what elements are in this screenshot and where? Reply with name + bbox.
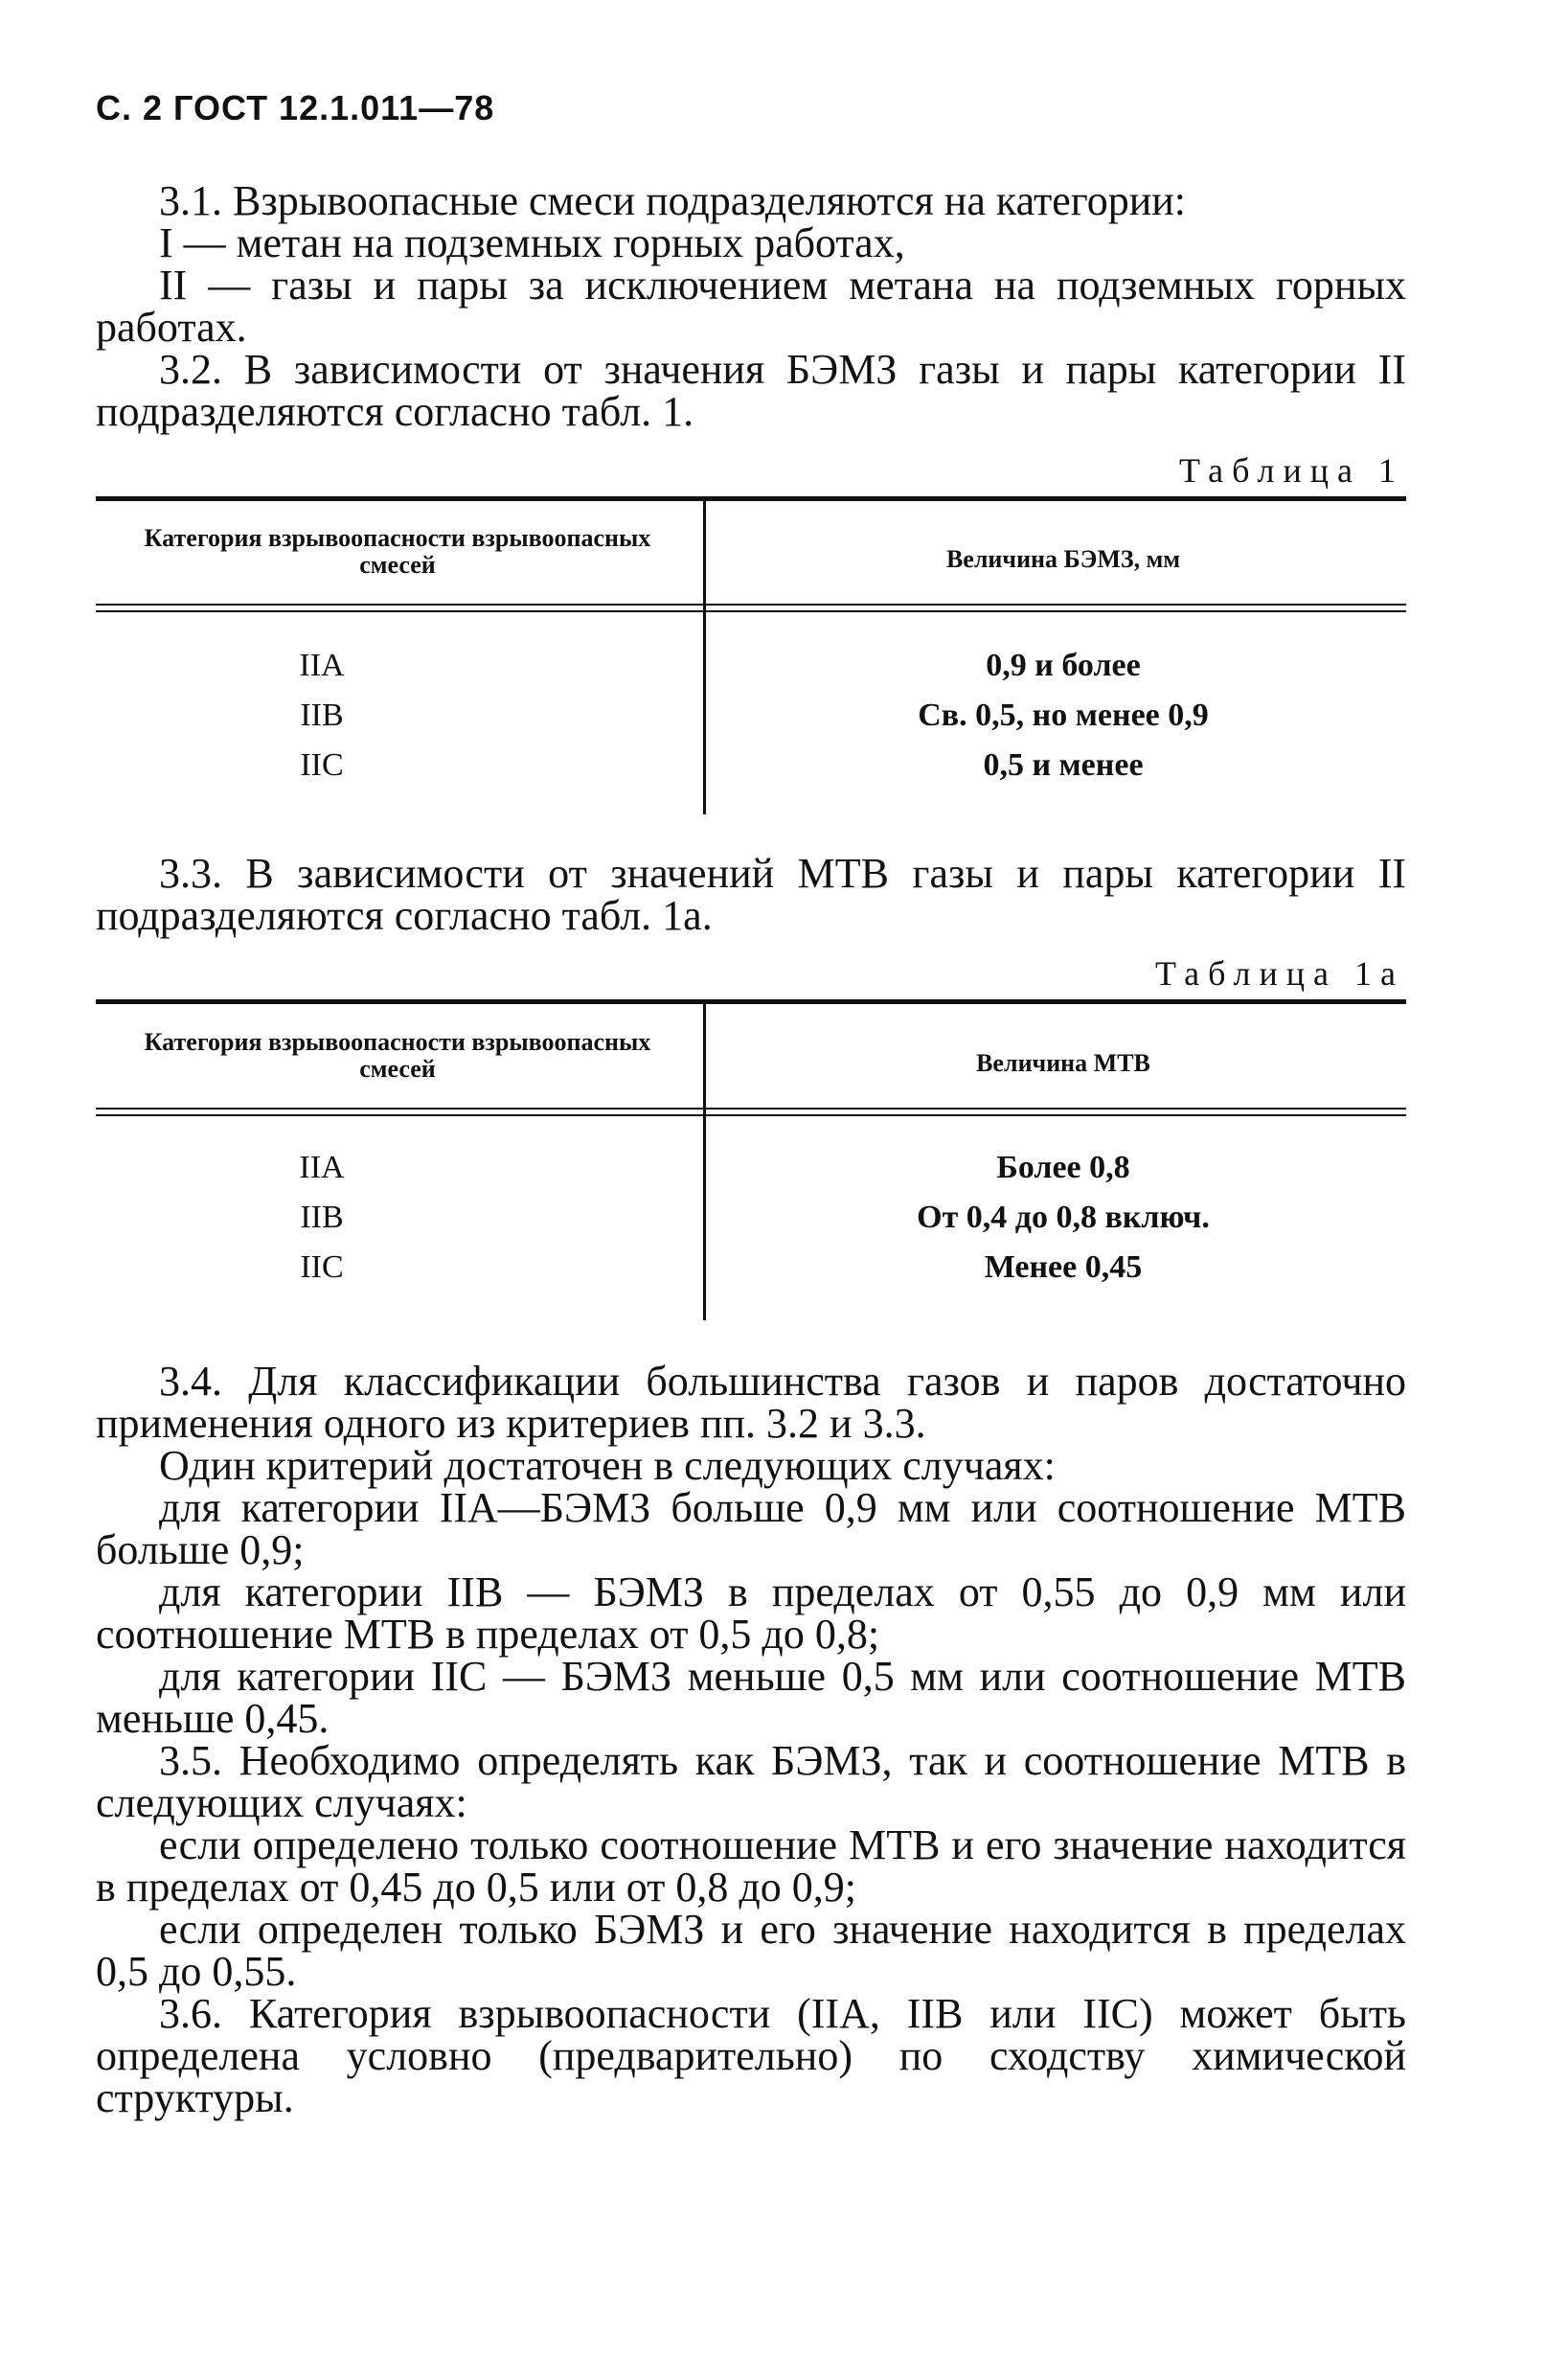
table-1-row-1-category: IIA (299, 648, 345, 683)
table-1a-row-2-value: От 0,4 до 0,8 включ. (917, 1200, 1210, 1235)
table-1a-row-3-value: Менее 0,45 (984, 1249, 1143, 1285)
table-1a-header-value: Величина МТВ (976, 1049, 1150, 1077)
table-1-row-1-value: 0,9 и более (986, 648, 1141, 683)
paragraph-3-5-main: 3.5. Необходимо определять как БЭМЗ, так и соотношение МТВ в следующих случаях: (96, 1737, 1406, 1826)
paragraph-3-2: 3.2. В зависимости от значения БЭМЗ газы и пары категории II подразделяются согласно табл. 1. (96, 346, 1406, 435)
paragraph-3-4-iic: для категории IIC — БЭМЗ меньше 0,5 мм или соотношение МТВ меньше 0,45. (96, 1653, 1406, 1742)
page-header: С. 2 ГОСТ 12.1.011—78 (96, 88, 495, 127)
table-1-header-rule (96, 604, 1406, 606)
paragraph-3-4-intro: Один критерий достаточен в следующих случаях: (159, 1442, 1056, 1489)
paragraph-3-1-intro: 3.1. Взрывоопасные смеси подразделяются на категории: (159, 177, 1187, 224)
table-1-row-3-category: IIC (300, 747, 344, 783)
table-1-caption: Таблица 1 (1179, 451, 1404, 490)
table-1a-header-category: Категория взрывоопасности взрывоопасных смесей (144, 1028, 651, 1083)
table-1-row-2-value: Св. 0,5, но менее 0,9 (918, 698, 1209, 733)
table-1a-row-1-category: IIA (299, 1150, 345, 1185)
table-1-row-3-value: 0,5 и менее (983, 747, 1144, 783)
table-1a-row-1-value: Более 0,8 (996, 1150, 1130, 1185)
table-1-header-rule-2 (96, 610, 1406, 612)
paragraph-3-5-case-1: если определено только соотношение МТВ и его значение находится в пределах от 0,45 до 0,5 или от 0,8 до 0,9; (96, 1821, 1406, 1911)
paragraph-3-6: 3.6. Категория взрывоопасности (IIA, IIB или IIC) может быть определена условно (предварительно) по сходству химической структуры. (96, 1990, 1406, 2121)
table-1a-header-rule (96, 1108, 1406, 1110)
paragraph-3-4-iib: для категории IIB — БЭМЗ в пределах от 0,55 до 0,9 мм или соотношение МТВ в пределах от 0,5 до 0,8; (96, 1568, 1406, 1658)
table-1a-column-divider (703, 1004, 706, 1320)
paragraph-3-1-cat-2: II — газы и пары за исключением метана на подземных горных работах. (96, 262, 1406, 351)
table-1a-top-rule (96, 999, 1406, 1004)
paragraph-3-5-case-2: если определен только БЭМЗ и его значение находится в пределах 0,5 до 0,55. (96, 1906, 1406, 1995)
table-1-row-2-category: IIB (300, 698, 344, 733)
table-1a-header-rule-2 (96, 1114, 1406, 1116)
table-1a-row-2-category: IIB (300, 1200, 344, 1235)
table-1a-caption: Таблица 1а (1155, 954, 1404, 993)
paragraph-3-1-cat-1: I — метан на подземных горных работах, (159, 219, 905, 266)
paragraph-3-4-main: 3.4. Для классификации большинства газов и паров достаточно применения одного из критериев пп. 3.2 и 3.3. (96, 1358, 1406, 1447)
paragraph-3-3: 3.3. В зависимости от значений МТВ газы и пары категории II подразделяются согласно табл. 1а. (96, 850, 1406, 939)
table-1a-row-3-category: IIC (300, 1249, 344, 1285)
table-1-header-value: Величина БЭМЗ, мм (945, 545, 1181, 573)
table-1-top-rule (96, 496, 1406, 501)
paragraph-3-4-iia: для категории IIA—БЭМЗ больше 0,9 мм или соотношение МТВ больше 0,9; (96, 1484, 1406, 1573)
table-1-column-divider (703, 501, 706, 814)
table-1-header-category: Категория взрывоопасности взрывоопасных смесей (144, 524, 651, 579)
